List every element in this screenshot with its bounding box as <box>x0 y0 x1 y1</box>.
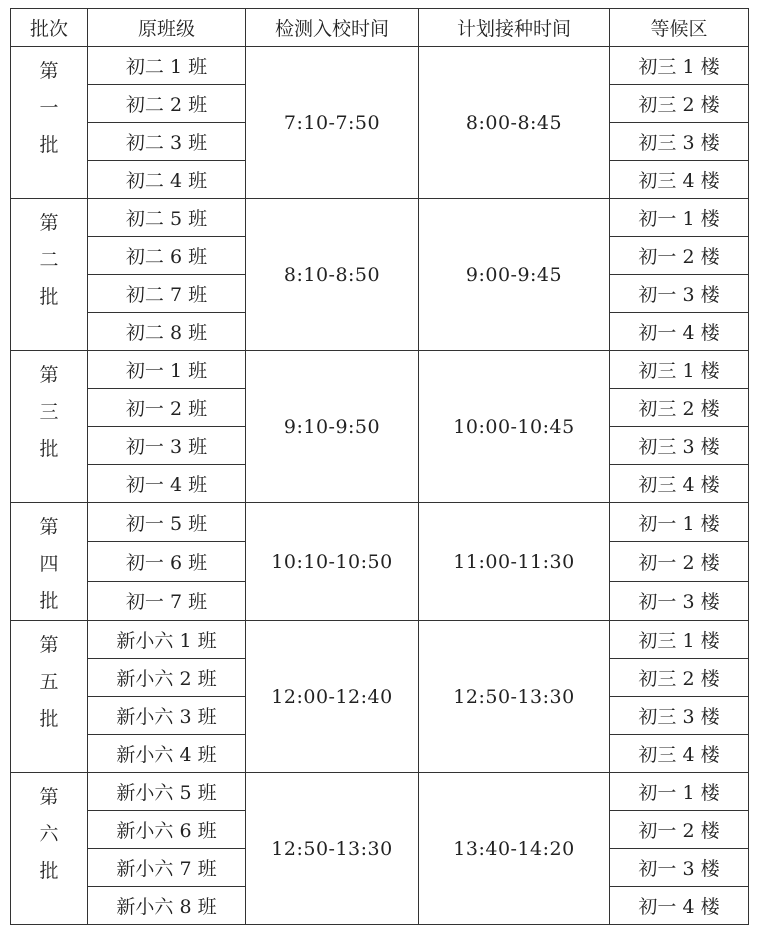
header-vaccination-time: 计划接种时间 <box>419 9 610 47</box>
table-row <box>11 47 749 85</box>
class-cell: 初一 3 班 <box>88 427 246 465</box>
class-cell: 新小六 5 班 <box>88 773 246 811</box>
vaccination-time-cell: 12:50-13:30 <box>419 621 610 773</box>
waiting-area-cell: 初三 3 楼 <box>610 427 749 465</box>
waiting-area-cell: 初一 1 楼 <box>610 503 749 542</box>
vaccination-time-cell: 8:00-8:45 <box>419 47 610 199</box>
check-in-time-cell: 8:10-8:50 <box>246 199 419 351</box>
waiting-area-cell: 初三 1 楼 <box>610 47 749 85</box>
batch-label-char: 六 <box>39 823 59 845</box>
batch-cell <box>11 351 88 503</box>
class-cell: 初二 1 班 <box>88 47 246 85</box>
waiting-area-cell: 初三 3 楼 <box>610 697 749 735</box>
table-row <box>11 199 749 237</box>
batch-label-char: 四 <box>39 553 59 575</box>
batch-label-char: 三 <box>39 401 59 423</box>
class-cell: 初一 2 班 <box>88 389 246 427</box>
batch-label-char: 批 <box>39 134 59 156</box>
batch-label-char: 第 <box>39 60 59 82</box>
waiting-area-cell: 初三 1 楼 <box>610 351 749 389</box>
batch-cell <box>11 773 88 925</box>
batch-label-char: 批 <box>39 860 59 882</box>
batch-label-char: 批 <box>39 286 59 308</box>
vaccination-time-cell: 13:40-14:20 <box>419 773 610 925</box>
class-cell: 新小六 2 班 <box>88 659 246 697</box>
waiting-area-cell: 初一 3 楼 <box>610 275 749 313</box>
waiting-area-cell: 初三 2 楼 <box>610 85 749 123</box>
class-cell: 初二 2 班 <box>88 85 246 123</box>
class-cell: 初一 6 班 <box>88 542 246 581</box>
schedule-sheet <box>10 8 748 925</box>
vaccination-time-cell: 9:00-9:45 <box>419 199 610 351</box>
batch-label-char: 批 <box>39 438 59 460</box>
batch-label-char: 第 <box>39 516 59 538</box>
waiting-area-cell: 初一 3 楼 <box>610 581 749 620</box>
batch-label-char: 批 <box>39 590 59 612</box>
waiting-area-cell: 初三 1 楼 <box>610 621 749 659</box>
batch-label-char: 第 <box>39 364 59 386</box>
header-check-in-time: 检测入校时间 <box>246 9 419 47</box>
table-row <box>11 621 749 659</box>
batch-label-char: 第 <box>39 212 59 234</box>
vaccination-time-cell: 11:00-11:30 <box>419 503 610 621</box>
check-in-time-cell: 9:10-9:50 <box>246 351 419 503</box>
batch-label-char: 第 <box>39 786 59 808</box>
table-row <box>11 503 749 542</box>
class-cell: 新小六 8 班 <box>88 887 246 925</box>
waiting-area-cell: 初一 2 楼 <box>610 237 749 275</box>
header-waiting-area: 等候区 <box>610 9 749 47</box>
class-cell: 新小六 1 班 <box>88 621 246 659</box>
class-cell: 初二 6 班 <box>88 237 246 275</box>
waiting-area-cell: 初一 2 楼 <box>610 811 749 849</box>
class-cell: 初二 3 班 <box>88 123 246 161</box>
waiting-area-cell: 初三 3 楼 <box>610 123 749 161</box>
class-cell: 初二 4 班 <box>88 161 246 199</box>
schedule-body <box>11 47 749 925</box>
waiting-area-cell: 初一 1 楼 <box>610 773 749 811</box>
class-cell: 初一 7 班 <box>88 581 246 620</box>
class-cell: 新小六 6 班 <box>88 811 246 849</box>
check-in-time-cell: 12:50-13:30 <box>246 773 419 925</box>
batch-cell <box>11 503 88 621</box>
waiting-area-cell: 初三 4 楼 <box>610 735 749 773</box>
batch-label-char: 第 <box>39 634 59 656</box>
waiting-area-cell: 初一 2 楼 <box>610 542 749 581</box>
batch-cell <box>11 621 88 773</box>
batch-label-char: 一 <box>39 97 59 119</box>
header-batch: 批次 <box>11 9 88 47</box>
check-in-time-cell: 10:10-10:50 <box>246 503 419 621</box>
class-cell: 初二 7 班 <box>88 275 246 313</box>
vaccination-time-cell: 10:00-10:45 <box>419 351 610 503</box>
waiting-area-cell: 初一 3 楼 <box>610 849 749 887</box>
class-cell: 初一 5 班 <box>88 503 246 542</box>
batch-cell <box>11 199 88 351</box>
table-row <box>11 351 749 389</box>
waiting-area-cell: 初三 4 楼 <box>610 465 749 503</box>
batch-cell <box>11 47 88 199</box>
vaccination-schedule-table <box>10 8 749 925</box>
class-cell: 初一 1 班 <box>88 351 246 389</box>
check-in-time-cell: 12:00-12:40 <box>246 621 419 773</box>
class-cell: 初二 8 班 <box>88 313 246 351</box>
table-row <box>11 773 749 811</box>
waiting-area-cell: 初一 4 楼 <box>610 887 749 925</box>
batch-label-char: 批 <box>39 708 59 730</box>
header-class: 原班级 <box>88 9 246 47</box>
waiting-area-cell: 初三 2 楼 <box>610 659 749 697</box>
batch-label-char: 二 <box>39 249 59 271</box>
class-cell: 初二 5 班 <box>88 199 246 237</box>
header-row <box>11 9 749 47</box>
class-cell: 初一 4 班 <box>88 465 246 503</box>
class-cell: 新小六 3 班 <box>88 697 246 735</box>
class-cell: 新小六 4 班 <box>88 735 246 773</box>
batch-label-char: 五 <box>39 671 59 693</box>
class-cell: 新小六 7 班 <box>88 849 246 887</box>
waiting-area-cell: 初一 1 楼 <box>610 199 749 237</box>
waiting-area-cell: 初三 2 楼 <box>610 389 749 427</box>
check-in-time-cell: 7:10-7:50 <box>246 47 419 199</box>
waiting-area-cell: 初三 4 楼 <box>610 161 749 199</box>
waiting-area-cell: 初一 4 楼 <box>610 313 749 351</box>
